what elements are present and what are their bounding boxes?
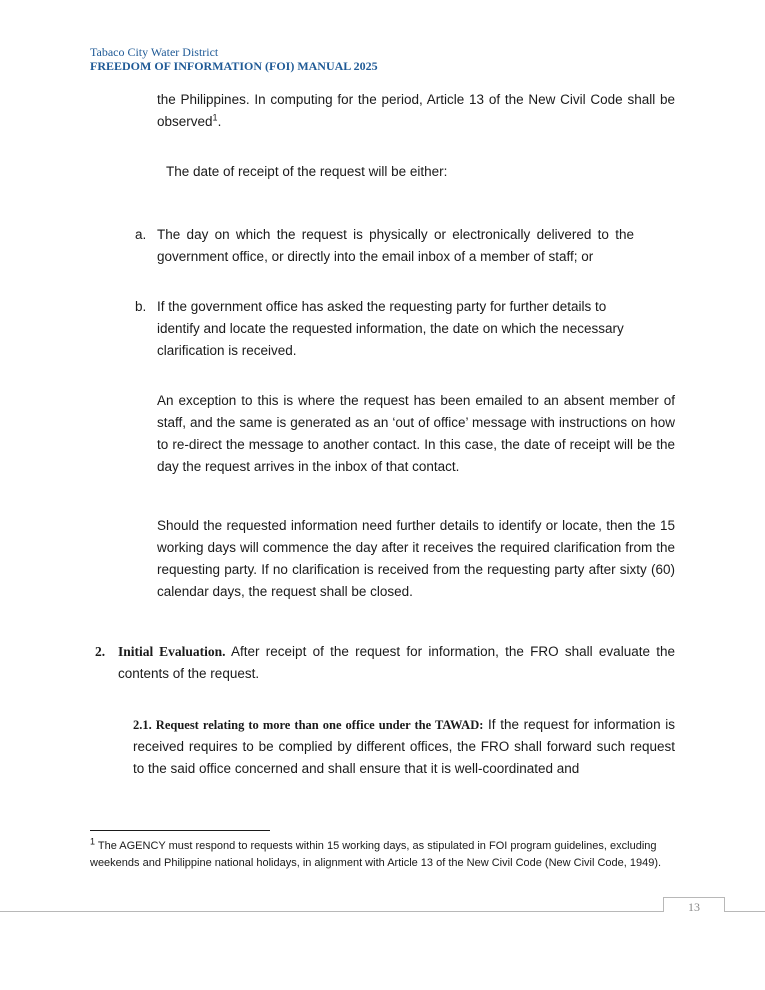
section-2-1-paragraph	[133, 714, 675, 780]
footnote-marker: 1	[90, 836, 96, 847]
list-item-b: If the government office has asked the requesting party for further details to identify and locate the requested information, the date on which the necessary clarification is received.	[157, 299, 624, 358]
section-2-number: 2.	[95, 644, 106, 659]
section-2-text: After receipt of the request for information, the FRO shall evaluate the contents of the request.	[118, 644, 675, 681]
section-2-paragraph	[118, 641, 675, 685]
list-marker-b: b.	[135, 299, 147, 314]
list-item-a: The day on which the request is physically or electronically delivered to the government office, or directly into the email inbox of a member of staff; or	[157, 227, 634, 264]
continuation-paragraph	[157, 89, 675, 133]
section-2-title: Initial Evaluation.	[118, 644, 226, 659]
continuation-end: .	[217, 114, 222, 129]
date-intro-paragraph: The date of receipt of the request will be either:	[166, 164, 448, 179]
footnote-text: The AGENCY must respond to requests within 15 working days, as stipulated in FOI program guidelines, excluding weekends and Philippine national holidays, in alignment with Article 13 of the New Civil Code (New Civil Code, 1949).	[90, 840, 662, 869]
organization-name: Tabaco City Water District	[90, 45, 219, 59]
section-2-1-title: 2.1. Request relating to more than one office under the TAWAD:	[133, 718, 484, 732]
exception-paragraph: An exception to this is where the request has been emailed to an absent member of staff, and the same is generated as an ‘out of office’ message with instructions on how to re-direct the message to another contact. In this case, the date of receipt will be the day the request arrives in the inbox of that contact.	[157, 393, 675, 474]
footnote-reference[interactable]: 1	[212, 112, 218, 123]
list-marker-a: a.	[135, 227, 147, 242]
clarification-paragraph: Should the requested information need further details to identify or locate, then the 15 working days will commence the day after it receives the required clarification from the requesting party. If no clarification is received from the requesting party after sixty (60) calendar days, the request shall be closed.	[157, 518, 675, 599]
footer-rule	[0, 911, 765, 912]
continuation-text: the Philippines. In computing for the period, Article 13 of the New Civil Code shall be observed	[157, 92, 675, 129]
page-number: 13	[663, 897, 725, 912]
manual-title: FREEDOM OF INFORMATION (FOI) MANUAL 2025	[90, 59, 378, 73]
section-2-1-text: If the request for information is received requires to be complied by different offices, the FRO shall forward such request to the said office concerned and shall ensure that it is well-coordinated and	[133, 717, 675, 776]
document-header	[90, 45, 378, 73]
footnote	[90, 838, 675, 872]
footnote-divider	[90, 830, 270, 831]
